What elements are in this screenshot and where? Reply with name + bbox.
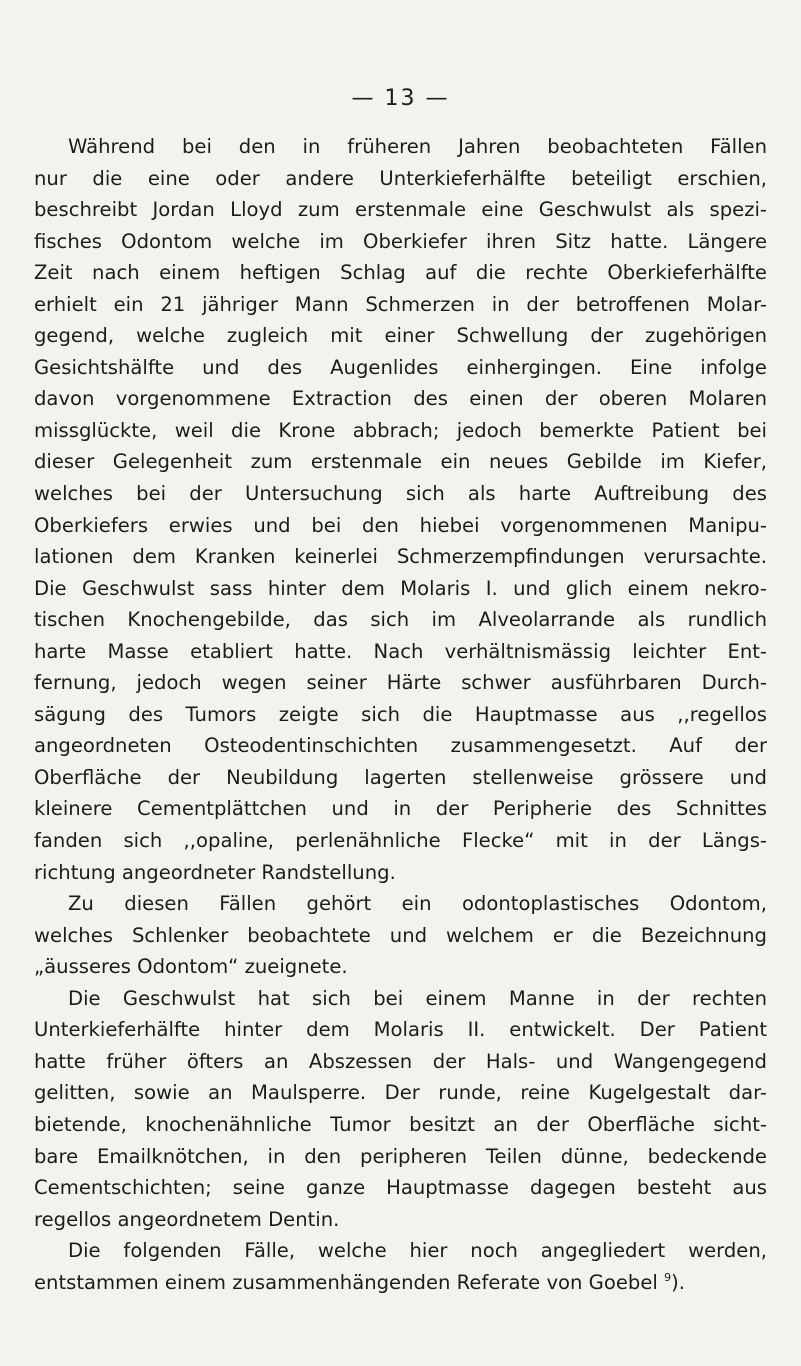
text-line xyxy=(34,383,767,415)
line-text: tischen Knochengebilde, das sich im Alveolarrande als rundlich xyxy=(34,608,767,632)
line-text: sägung des Tumors zeigte sich die Hauptmasse aus ,,regellos xyxy=(34,702,767,726)
text-line xyxy=(34,825,767,857)
line-text: Unterkieferhälfte hinter dem Molaris II. entwickelt. Der Patient xyxy=(34,1018,767,1042)
text-line xyxy=(34,951,767,983)
line-text: Oberkiefers erwies und bei den hiebei vorgenommenen Manipu- xyxy=(34,513,767,537)
text-line xyxy=(34,289,767,321)
line-text: entstammen einem zusammenhängenden Referate von Goebel xyxy=(34,1270,658,1294)
text-line xyxy=(34,667,767,699)
text-line xyxy=(34,478,767,510)
text-line xyxy=(34,226,767,258)
line-text: regellos angeordnetem Dentin. xyxy=(34,1207,340,1231)
line-text: welches Schlenker beobachtete und welchem er die Bezeichnung xyxy=(34,923,767,947)
line-text: gegend, welche zugleich mit einer Schwellung der zugehörigen xyxy=(34,324,767,348)
line-text: gelitten, sowie an Maulsperre. Der runde, reine Kugelgestalt dar- xyxy=(34,1081,767,1105)
text-line xyxy=(34,730,767,762)
footnote-marker: 9 xyxy=(664,1270,672,1284)
text-line xyxy=(34,857,767,889)
text-line xyxy=(34,1014,767,1046)
line-text: Cementschichten; seine ganze Hauptmasse dagegen besteht aus xyxy=(34,1176,767,1200)
text-line xyxy=(34,604,767,636)
text-line xyxy=(34,1109,767,1141)
line-text: lationen dem Kranken keinerlei Schmerzempfindungen verursachte. xyxy=(34,545,767,569)
line-text: kleinere Cementplättchen und in der Peripherie des Schnittes xyxy=(34,797,767,821)
text-line xyxy=(34,131,767,163)
line-text: bare Emailknötchen, in den peripheren Teilen dünne, bedeckende xyxy=(34,1144,767,1168)
line-suffix: ). xyxy=(671,1270,685,1294)
line-text: fernung, jedoch wegen seiner Härte schwer ausführbaren Durch- xyxy=(34,671,767,695)
line-text: missglückte, weil die Krone abbrach; jedoch bemerkte Patient bei xyxy=(34,418,767,442)
text-line xyxy=(34,920,767,952)
text-line xyxy=(34,888,767,920)
text-line xyxy=(34,636,767,668)
line-text: richtung angeordneter Randstellung. xyxy=(34,860,396,884)
line-text: Oberfläche der Neubildung lagerten stellenweise grössere und xyxy=(34,765,767,789)
text-line xyxy=(34,257,767,289)
line-text: bietende, knochenähnliche Tumor besitzt an der Oberfläche sicht- xyxy=(34,1112,767,1136)
line-text: „äusseres Odontom“ zueignete. xyxy=(34,955,348,979)
text-line xyxy=(34,446,767,478)
text-line xyxy=(34,793,767,825)
text-line xyxy=(34,510,767,542)
line-text: Gesichtshälfte und des Augenlides einhergingen. Eine infolge xyxy=(34,355,767,379)
line-text: davon vorgenommene Extraction des einen der oberen Molaren xyxy=(34,387,767,411)
text-line xyxy=(34,1172,767,1204)
text-line xyxy=(34,163,767,195)
text-line xyxy=(34,983,767,1015)
text-line xyxy=(34,352,767,384)
text-line xyxy=(34,541,767,573)
line-text: Während bei den in früheren Jahren beobachteten Fällen xyxy=(68,135,767,158)
line-text: Die Geschwulst sass hinter dem Molaris I. und glich einem nekro- xyxy=(34,576,767,600)
line-text: fisches Odontom welche im Oberkiefer ihren Sitz hatte. Längere xyxy=(34,229,767,253)
page-number: — 13 — xyxy=(351,86,450,111)
text-line xyxy=(34,320,767,352)
line-text: Zeit nach einem heftigen Schlag auf die rechte Oberkieferhälfte xyxy=(34,261,767,285)
text-line xyxy=(34,1267,767,1299)
line-text: Zu diesen Fällen gehört ein odontoplastisches Odontom, xyxy=(68,892,767,916)
line-text: fanden sich ,,opaline, perlenähnliche Flecke“ mit in der Längs- xyxy=(34,829,767,853)
text-line xyxy=(34,1077,767,1109)
line-text: nur die eine oder andere Unterkieferhälfte beteiligt erschien, xyxy=(34,166,767,190)
line-text: beschreibt Jordan Lloyd zum erstenmale eine Geschwulst als spezi- xyxy=(34,198,767,222)
text-line xyxy=(34,1235,767,1267)
line-text: harte Masse etabliert hatte. Nach verhältnismässig leichter Ent- xyxy=(34,639,767,663)
text-line xyxy=(34,1141,767,1173)
text-line xyxy=(34,762,767,794)
body-text xyxy=(34,131,767,1298)
line-text: welches bei der Untersuchung sich als harte Auftreibung des xyxy=(34,482,767,506)
text-line xyxy=(34,1046,767,1078)
text-line xyxy=(34,194,767,226)
line-text: Die Geschwulst hat sich bei einem Manne in der rechten xyxy=(68,986,767,1010)
line-text: erhielt ein 21 jähriger Mann Schmerzen in der betroffenen Molar- xyxy=(34,292,767,316)
line-text: Die folgenden Fälle, welche hier noch angegliedert werden, xyxy=(68,1239,767,1263)
text-line xyxy=(34,1204,767,1236)
text-line xyxy=(34,415,767,447)
text-line xyxy=(34,699,767,731)
line-text: angeordneten Osteodentinschichten zusammengesetzt. Auf der xyxy=(34,734,767,758)
line-text: hatte früher öfters an Abszessen der Hals- und Wangengegend xyxy=(34,1049,767,1073)
line-text: dieser Gelegenheit zum erstenmale ein neues Gebilde im Kiefer, xyxy=(34,450,767,474)
text-line xyxy=(34,573,767,605)
